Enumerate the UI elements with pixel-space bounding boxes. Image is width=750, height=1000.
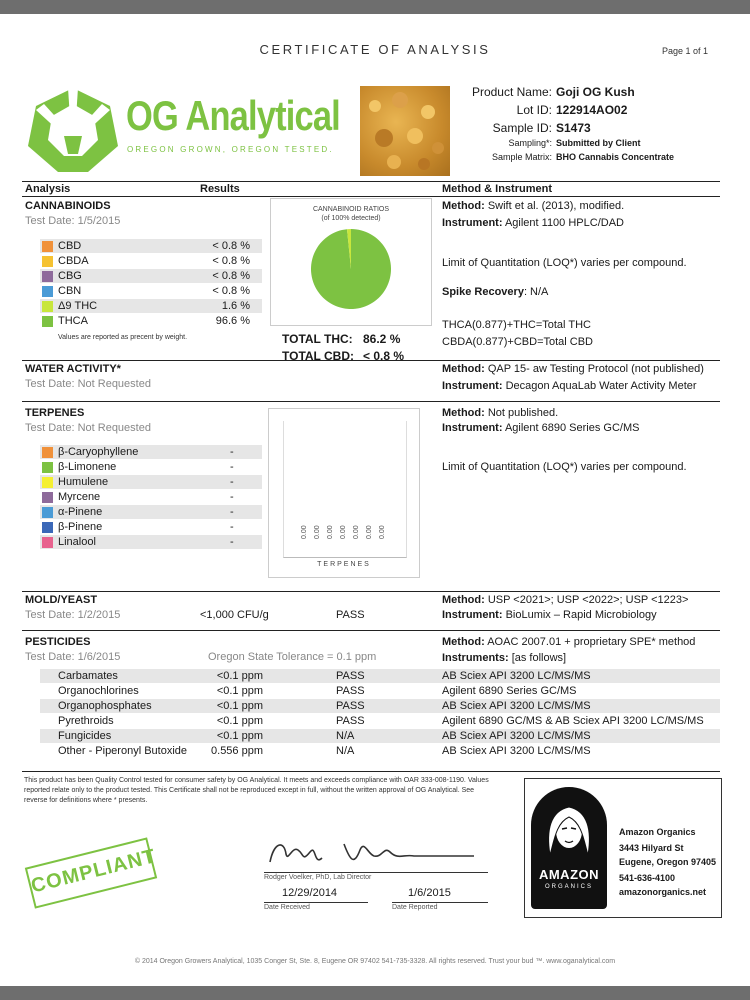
brand-name: OG Analytical [126, 92, 340, 139]
lot-id-label: Lot ID: [516, 103, 552, 117]
product-name: Goji OG Kush [556, 85, 635, 99]
total-cbd-formula: CBDA(0.877)+CBD=Total CBD [442, 336, 594, 348]
cannabinoid-value: < 0.8 % [212, 270, 250, 282]
terpene-value: - [230, 446, 234, 458]
ratio-chart-subtitle: (of 100% detected) [321, 215, 381, 222]
total-thc-label: TOTAL THC: [282, 332, 353, 346]
analysis-header: Analysis [25, 183, 71, 195]
cannabinoid-swatch-icon [42, 241, 53, 252]
terpene-swatch-icon [42, 507, 53, 518]
client-website[interactable]: amazonorganics.net [619, 887, 707, 897]
sample-matrix: BHO Cannabis Concentrate [556, 152, 675, 162]
pesticide-name: Pyrethroids [58, 715, 114, 727]
section-rule [22, 630, 720, 631]
cannabinoids-method: Method: Swift et al. (2013), modified. [442, 200, 625, 212]
terpenes-title: TERPENES [25, 407, 85, 419]
document-title: CERTIFICATE OF ANALYSIS [259, 42, 491, 57]
date-reported: 1/6/2015 [408, 887, 451, 899]
terpene-swatch-icon [42, 492, 53, 503]
terpene-swatch-icon [42, 522, 53, 533]
face-illustration-icon [544, 801, 594, 861]
cannabinoid-swatch-icon [42, 286, 53, 297]
cannabinoid-name: CBD [58, 240, 82, 252]
section-rule [22, 401, 720, 402]
compliant-stamp [25, 837, 157, 908]
pesticide-row [40, 684, 720, 698]
mold-yeast-title: MOLD/YEAST [25, 594, 98, 606]
water-activity-method: Method: QAP 15- aw Testing Protocol (not published) [442, 363, 704, 375]
sample-matrix-label: Sample Matrix: [491, 152, 552, 162]
cannabinoid-value: 1.6 % [221, 300, 250, 312]
pesticide-instrument: AB Sciex API 3200 LC/MS/MS [442, 670, 591, 682]
client-address-2: Eugene, Oregon 97405 [619, 857, 717, 867]
signature-icon [264, 832, 488, 872]
pesticide-name: Other - Piperonyl Butoxide [58, 745, 188, 757]
cannabinoid-pie-chart [309, 227, 393, 311]
pesticides-method: Method: AOAC 2007.01 + proprietary SPE* method [442, 636, 696, 648]
terpene-bar-label: 0.00 [353, 525, 360, 539]
cannabinoid-swatch-icon [42, 271, 53, 282]
terpene-name: Humulene [58, 476, 109, 488]
terpene-chart-label: TERPENES [317, 561, 371, 568]
cannabinoid-ratio-panel [270, 198, 432, 326]
terpene-name: Linalool [58, 536, 96, 548]
pesticides-instruments: Instruments: [as follows] [442, 652, 567, 664]
pesticide-row [40, 729, 720, 743]
terpene-value: - [230, 461, 234, 473]
terpene-swatch-icon [42, 477, 53, 488]
pesticide-value: <0.1 ppm [216, 730, 263, 742]
pesticide-name: Organophosphates [58, 700, 152, 712]
cannabinoids-note: Values are reported as precent by weight. [58, 334, 188, 341]
client-logo-subtext: ORGANICS [544, 884, 593, 890]
sample-id-label: Sample ID: [492, 121, 552, 135]
total-cbd-label: TOTAL CBD: [282, 349, 354, 363]
terpene-name: β-Caryophyllene [58, 446, 139, 458]
product-photo [360, 86, 450, 176]
terpene-value: - [230, 506, 234, 518]
pesticide-result: N/A [336, 730, 355, 742]
page-number: Page 1 of 1 [661, 46, 708, 56]
total-thc-formula: THCA(0.877)+THC=Total THC [442, 319, 591, 331]
pesticide-instrument: AB Sciex API 3200 LC/MS/MS [442, 745, 591, 757]
certificate-sheet [0, 14, 750, 986]
pesticide-instrument: AB Sciex API 3200 LC/MS/MS [442, 730, 591, 742]
header-rule [22, 196, 720, 197]
terpene-bar-label: 0.00 [379, 525, 386, 539]
terpene-swatch-icon [42, 447, 53, 458]
client-box [524, 778, 722, 918]
client-address-1: 3443 Hilyard St [619, 843, 684, 853]
cannabinoid-value: < 0.8 % [212, 255, 250, 267]
signature-line [264, 872, 488, 873]
cannabinoid-value: < 0.8 % [212, 240, 250, 252]
date-received-line [264, 902, 368, 903]
pesticide-value: <0.1 ppm [216, 715, 263, 727]
date-received: 12/29/2014 [282, 887, 338, 899]
cannabinoid-value: 96.6 % [215, 315, 250, 327]
signatory-name: Rodger Voelker, PhD, Lab Director [264, 874, 372, 881]
pesticide-result: N/A [336, 745, 355, 757]
mold-yeast-result: PASS [336, 609, 365, 621]
pesticide-result: PASS [336, 715, 365, 727]
mold-yeast-method: Method: USP <2021>; USP <2022>; USP <1223> [442, 594, 689, 606]
terpenes-loq: Limit of Quantitation (LOQ*) varies per compound. [442, 461, 687, 473]
sampling-label: Sampling*: [508, 138, 552, 148]
cannabinoid-name: Δ9 THC [58, 300, 98, 312]
terpene-swatch-icon [42, 537, 53, 548]
compliant-stamp-text: COMPLIANT [28, 845, 159, 898]
pesticide-name: Fungicides [58, 730, 112, 742]
terpene-value: - [230, 491, 234, 503]
og-analytical-logo-icon [24, 84, 122, 176]
brand-tagline: OREGON GROWN, OREGON TESTED. [127, 145, 334, 154]
date-reported-label: Date Reported [392, 904, 438, 911]
mold-yeast-test-date: Test Date: 1/2/2015 [25, 609, 121, 621]
pesticide-result: PASS [336, 685, 365, 697]
cannabinoid-swatch-icon [42, 301, 53, 312]
section-rule [22, 360, 720, 361]
cannabinoids-instrument: Instrument: Agilent 1100 HPLC/DAD [442, 217, 624, 229]
terpenes-method: Method: Not published. [442, 407, 559, 419]
date-received-label: Date Received [264, 904, 310, 911]
terpene-value: - [230, 476, 234, 488]
lot-id: 122914AO02 [556, 103, 628, 117]
product-name-label: Product Name: [471, 85, 552, 99]
pesticide-value: <0.1 ppm [216, 700, 263, 712]
pesticide-result: PASS [336, 670, 365, 682]
terpene-value: - [230, 536, 234, 548]
terpenes-instrument: Instrument: Agilent 6890 Series GC/MS [442, 422, 640, 434]
pesticide-value: 0.556 ppm [211, 745, 263, 757]
total-cbd-value: < 0.8 % [363, 349, 405, 363]
mold-yeast-instrument: Instrument: BioLumix – Rapid Microbiology [442, 609, 657, 621]
terpene-bar-label: 0.00 [366, 525, 373, 539]
terpene-name: α-Pinene [58, 506, 103, 518]
terpene-bar-label: 0.00 [301, 525, 308, 539]
pesticides-test-date: Test Date: 1/6/2015 [25, 651, 121, 663]
cannabinoid-name: CBN [58, 285, 82, 297]
pesticide-value: <0.1 ppm [216, 670, 263, 682]
sampling-value: Submitted by Client [556, 138, 641, 148]
cannabinoid-swatch-icon [42, 256, 53, 267]
total-thc-value: 86.2 % [363, 332, 401, 346]
cannabinoids-title: CANNABINOIDS [25, 200, 111, 212]
client-phone: 541-636-4100 [619, 873, 676, 883]
water-activity-instrument: Instrument: Decagon AquaLab Water Activity Meter [442, 380, 697, 392]
pesticide-instrument: Agilent 6890 Series GC/MS [442, 685, 577, 697]
terpene-swatch-icon [42, 462, 53, 473]
client-logo-text: AMAZON [538, 867, 600, 882]
pesticide-name: Organochlorines [58, 685, 139, 697]
terpene-bar-label: 0.00 [314, 525, 321, 539]
top-rule [22, 181, 720, 182]
amazon-organics-logo [531, 787, 607, 909]
cannabinoids-loq: Limit of Quantitation (LOQ*) varies per compound. [442, 257, 687, 269]
concentrate-texture-icon [360, 86, 450, 176]
terpene-value: - [230, 521, 234, 533]
mold-yeast-value: <1,000 CFU/g [200, 609, 269, 621]
cannabinoids-test-date: Test Date: 1/5/2015 [25, 215, 121, 227]
results-header: Results [200, 183, 240, 195]
terpene-bar-label: 0.00 [340, 525, 347, 539]
cannabinoid-name: CBDA [58, 255, 89, 267]
client-name: Amazon Organics [619, 827, 696, 837]
sample-id: S1473 [556, 121, 591, 135]
pesticide-row [40, 669, 720, 683]
spike-recovery: Spike Recovery: N/A [442, 286, 549, 298]
water-activity-title: WATER ACTIVITY* [25, 363, 121, 375]
disclaimer-text: This product has been Quality Control tested for consumer safety by OG Analytical. It meets and exceeds compliance with OAR 333-008-1190. Values reported relate only to the product tested. This Certificate shall not be reproduced except in full, without the written approval of OG Analytical. See reverse for definitions where * presents. [24, 777, 489, 804]
cannabinoid-value: < 0.8 % [212, 285, 250, 297]
terpene-chart-panel [268, 408, 420, 578]
terpenes-test-date: Test Date: Not Requested [25, 422, 151, 434]
pesticides-title: PESTICIDES [25, 636, 91, 648]
pesticide-result: PASS [336, 700, 365, 712]
section-rule [22, 591, 720, 592]
cannabinoid-swatch-icon [42, 316, 53, 327]
footer-text: © 2014 Oregon Growers Analytical, 1035 Conger St, Ste. 8, Eugene OR 97402 541-735-3328. All rights reserved. Trust your bud ™. www.oganalytical.com [134, 958, 616, 965]
water-activity-test-date: Test Date: Not Requested [25, 378, 151, 390]
date-reported-line [392, 902, 488, 903]
ratio-chart-title: CANNABINOID RATIOS [312, 206, 390, 213]
pesticide-instrument: Agilent 6890 GC/MS & AB Sciex API 3200 LC/MS/MS [442, 715, 704, 727]
pesticides-tolerance: Oregon State Tolerance = 0.1 ppm [208, 651, 377, 663]
terpene-name: Myrcene [58, 491, 101, 503]
section-rule [22, 771, 720, 772]
pesticide-instrument: AB Sciex API 3200 LC/MS/MS [442, 700, 591, 712]
terpene-name: β-Limonene [58, 461, 117, 473]
method-header: Method & Instrument [442, 183, 552, 195]
cannabinoid-name: THCA [58, 315, 88, 327]
pesticide-value: <0.1 ppm [216, 685, 263, 697]
cannabinoid-name: CBG [58, 270, 82, 282]
pesticide-name: Carbamates [58, 670, 118, 682]
terpene-bar-label: 0.00 [327, 525, 334, 539]
terpene-name: β-Pinene [58, 521, 103, 533]
